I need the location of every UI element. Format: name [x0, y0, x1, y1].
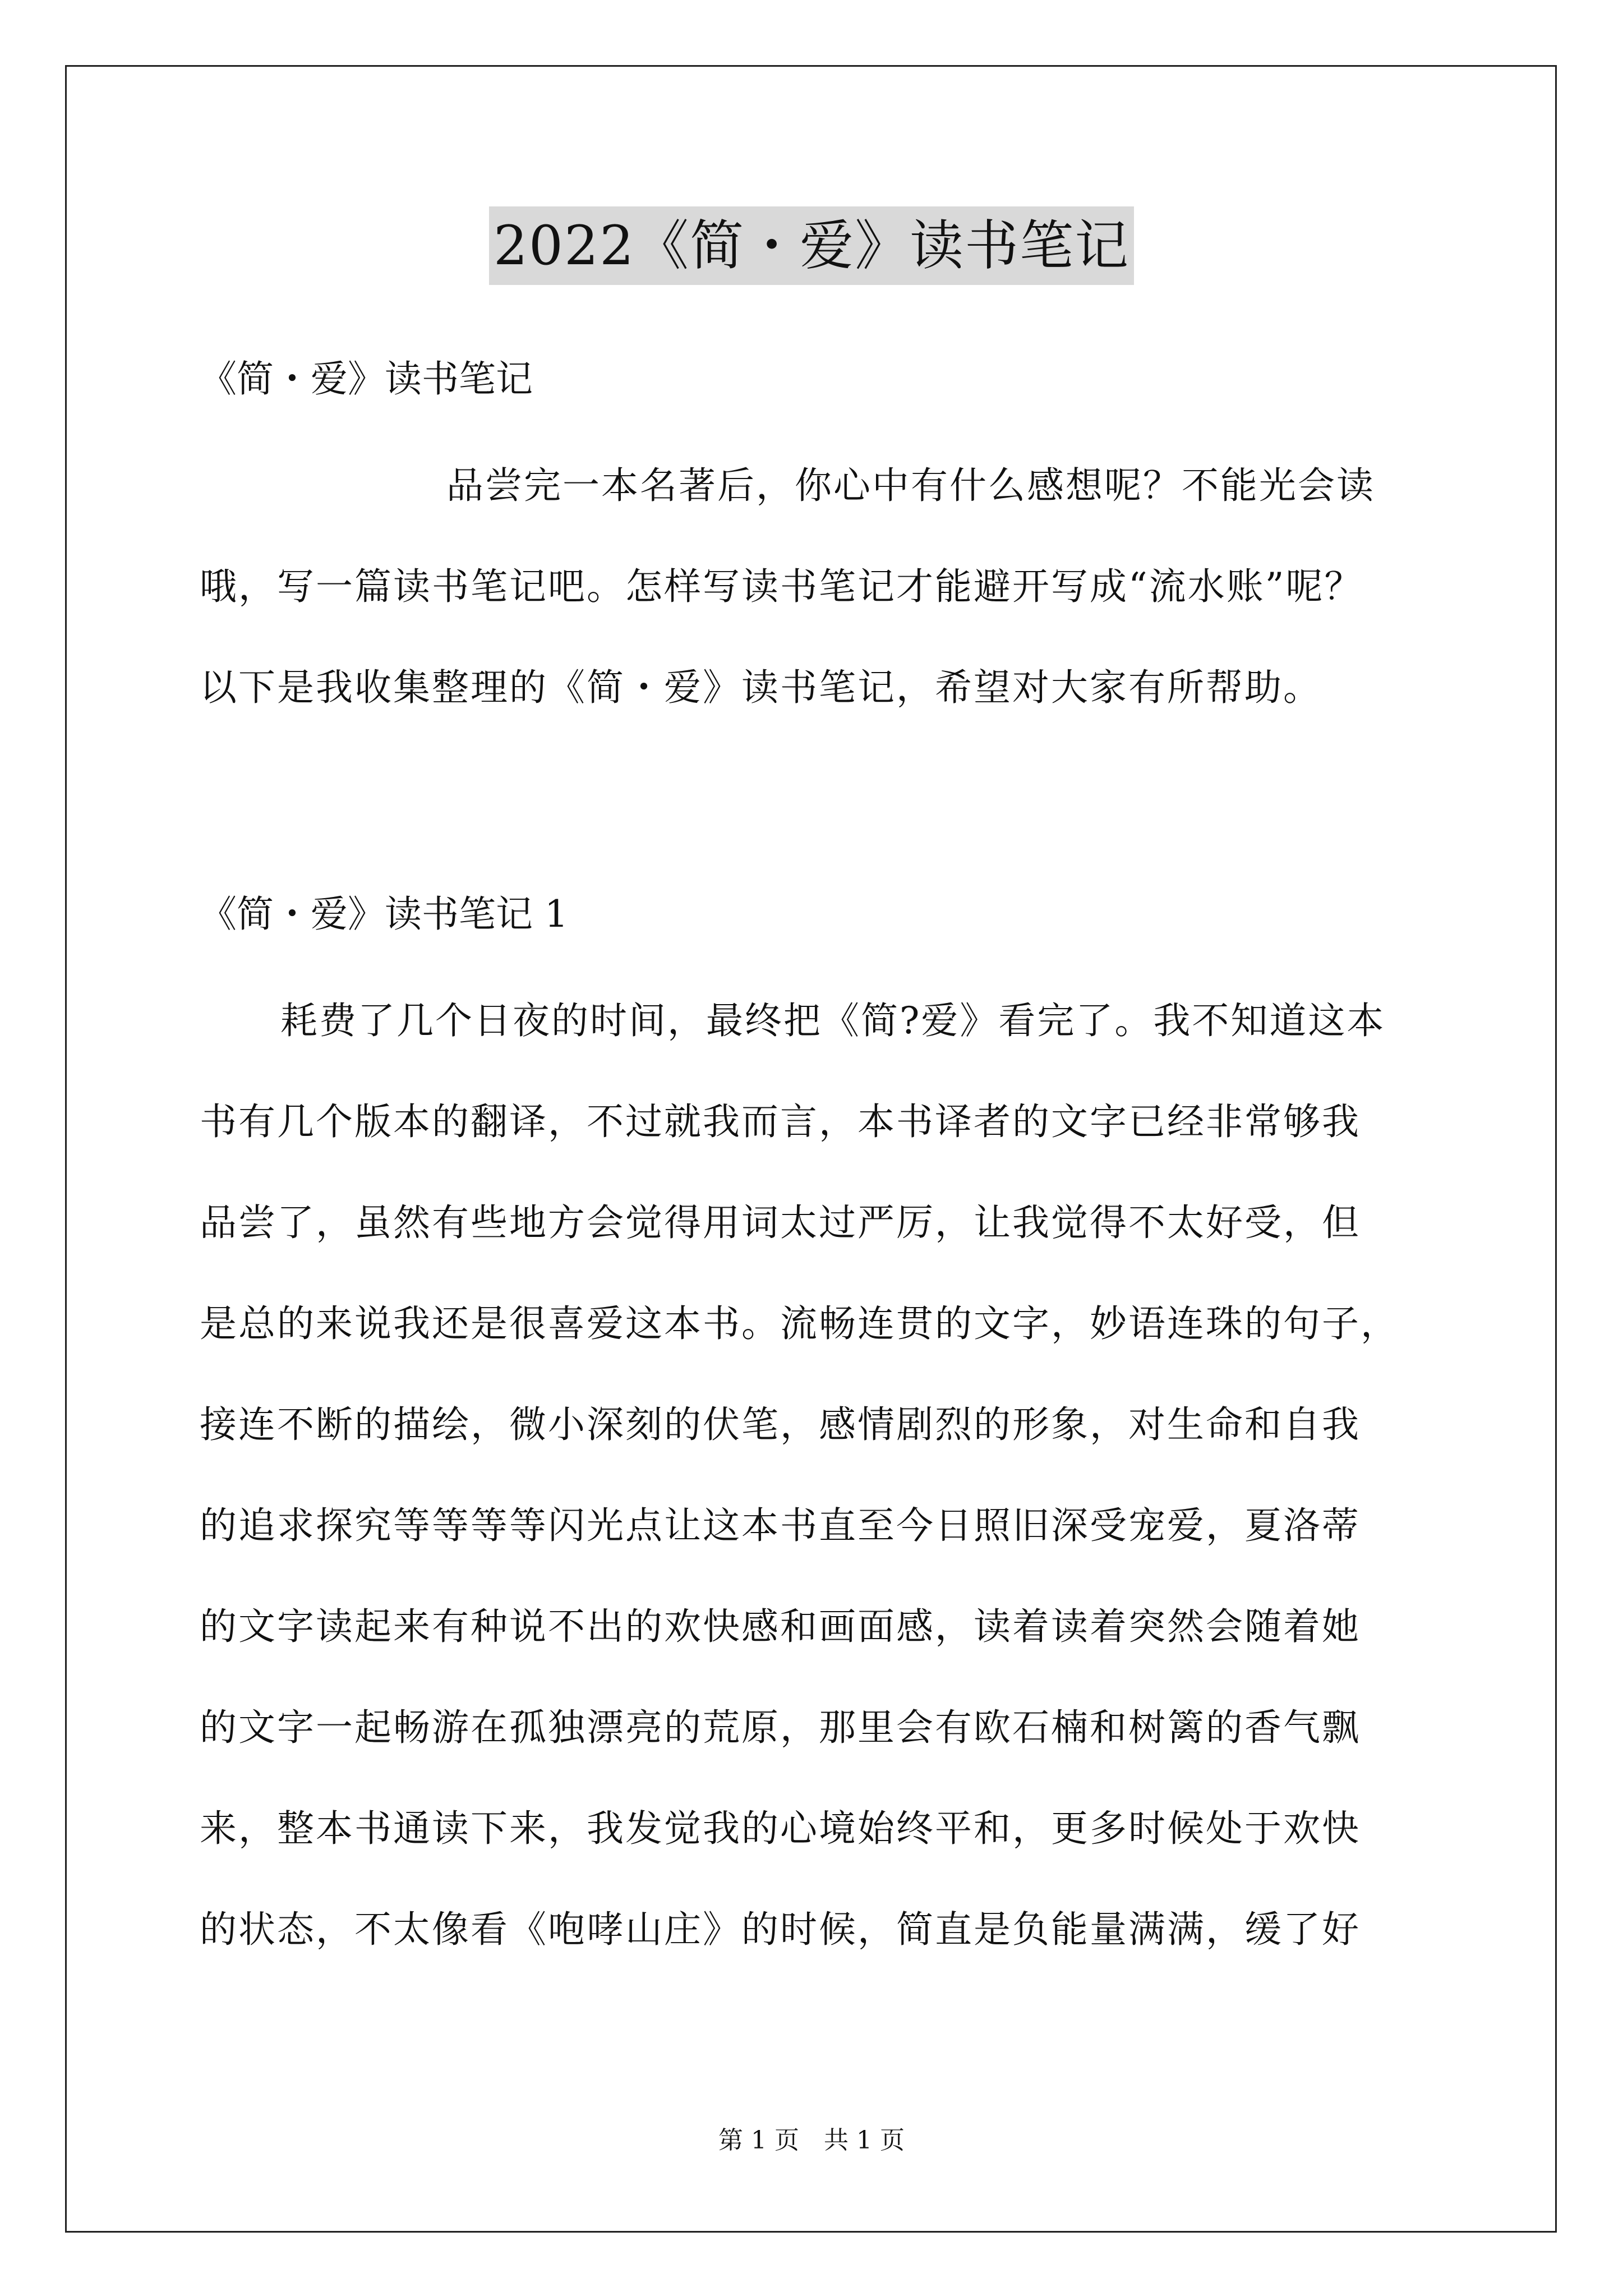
- page-footer: 第 1 页 共 1 页: [718, 2126, 905, 2155]
- intro-line-2: 哦，写一篇读书笔记吧。怎样写读书笔记才能避开写成“流水账”呢？: [200, 565, 1363, 608]
- body-line-8: 的文字一起畅游在孤独漂亮的荒原，那里会有欧石楠和树篱的香气飘: [200, 1706, 1361, 1749]
- body-line-5: 接连不断的描绘，微小深刻的伏笔，感情剧烈的形象，对生命和自我: [200, 1403, 1361, 1446]
- intro-line-3: 以下是我收集整理的《简・爱》读书笔记，希望对大家有所帮助。: [200, 666, 1322, 709]
- body-line-7: 的文字读起来有种说不出的欢快感和画面感，读着读着突然会随着她: [200, 1605, 1361, 1648]
- body-line-6: 的追求探究等等等等闪光点让这本书直至今日照旧深受宠爱，夏洛蒂: [200, 1504, 1361, 1547]
- document-subtitle: 《简・爱》读书笔记: [200, 357, 533, 401]
- body-line-9: 来，整本书通读下来，我发觉我的心境始终平和，更多时候处于欢快: [200, 1807, 1361, 1850]
- section-heading: 《简・爱》读书笔记 1: [200, 892, 568, 936]
- body-line-1: 耗费了几个日夜的时间，最终把《简?爱》看完了。我不知道这本: [280, 999, 1386, 1042]
- body-line-3: 品尝了，虽然有些地方会觉得用词太过严厉，让我觉得不太好受，但: [200, 1201, 1361, 1244]
- body-line-10: 的状态，不太像看《咆哮山庄》的时候，简直是负能量满满，缓了好: [200, 1908, 1361, 1951]
- document-title: 2022《简・爱》读书笔记: [489, 206, 1134, 285]
- intro-line-1: 品尝完一本名著后，你心中有什么感想呢？不能光会读: [446, 464, 1375, 507]
- document-title-container: [0, 206, 1623, 285]
- body-line-4: 是总的来说我还是很喜爱这本书。流畅连贯的文字，妙语连珠的句子，: [200, 1302, 1399, 1345]
- body-line-2: 书有几个版本的翻译，不过就我而言，本书译者的文字已经非常够我: [200, 1100, 1361, 1143]
